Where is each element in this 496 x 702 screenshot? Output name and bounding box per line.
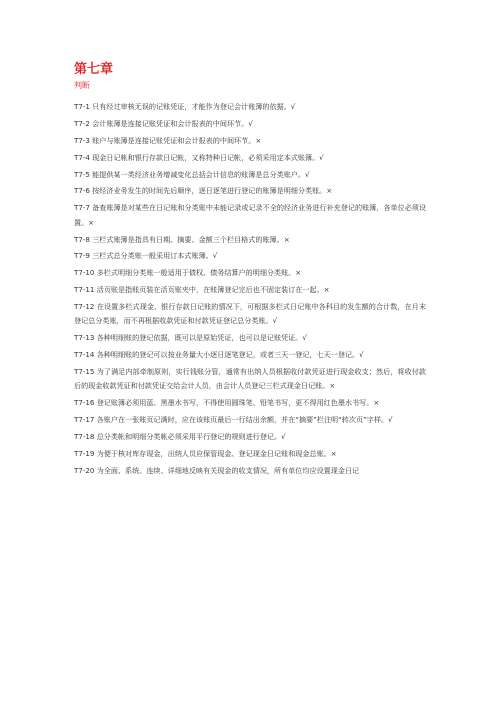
question-item: T7-19 为便于核对库存现金，出纳人员应保管现金、登记现金日记账和现金总账。× (74, 448, 337, 458)
question-item: T7-17 各账户在一张账页记满时，应在该账页最后一行结出余额，并在“摘要”栏注明“转次页”字样。√ (74, 415, 393, 425)
question-item: T7-11 活页账是指账页装在活页账夹中，在账簿登记完后也不固定装订在一起。× (74, 285, 330, 295)
question-item: T7-12 在设置多栏式现金、银行存款日记账的情况下，可根据多栏式日记账中各科目的发生额的合计数，在月末登记总分类账，而不再根据收款凭证和付款凭证登记总分类账。√ (74, 302, 426, 326)
question-item: T7-16 登记账簿必须用蓝、黑墨水书写，不得使用圆珠笔、铅笔书写，更不得用红色墨水书写。× (74, 398, 380, 408)
question-list (74, 100, 426, 478)
question-item: T7-8 三栏式账簿是指具有日期、摘要、金额三个栏目格式的账簿。× (74, 234, 290, 244)
question-item: T7-14 各种明细账的登记可以按业务量大小逐日逐笔登记，或者三天一登记，七天一登记。√ (74, 350, 364, 360)
question-item: T7-7 备查账簿是对某些在日记账和分类账中未能记录或记录不全的经济业务进行补充登记的账簿，各单位必须设置。× (74, 203, 426, 227)
question-item: T7-20 为全面、系统、连续、详细地反映有关现金的收支情况，所有单位均应设置现金日记 (74, 465, 360, 475)
question-item: T7-2 会计账簿是连接记账凭证和会计报表的中间环节。√ (74, 118, 253, 128)
section-label: 判断 (74, 81, 90, 90)
question-item: T7-5 能提供某一类经济业务增减变化总括会计信息的账簿是总分类账户。√ (74, 169, 310, 179)
question-item: T7-15 为了满足内部牵制原则，实行钱账分管，通常有出纳人员根据收付款凭证进行现金收支；然后，将收付款后的现金收款凭证和付款凭证交给会计人员，由会计人员登记三栏式现金日记账。× (74, 367, 426, 391)
question-item: T7-18 总分类帐和明细分类帐必须采用平行登记的规则进行登记。√ (74, 432, 286, 442)
question-item: T7-6 按经济业务发生的时间先后顺序，逐日逐笔进行登记的账簿是明细分类账。× (74, 186, 333, 196)
question-item: T7-9 三栏式总分类账一般采用订本式账簿。√ (74, 251, 218, 261)
question-item: T7-4 现金日记帐和银行存款日记帐，又称特种日记帐，必须采用定本式账簿。√ (74, 152, 324, 162)
question-item: T7-13 各种明细账的登记依据，既可以是原始凭证，也可以是记账凭证。√ (74, 333, 307, 343)
question-item: T7-1 只有经过审核无误的记账凭证，才能作为登记会计账簿的依据。√ (74, 102, 296, 111)
question-item: T7-3 账户与账簿是连接记账凭证和会计报表的中间环节。× (74, 135, 262, 145)
chapter-title: 第七章 (74, 62, 114, 77)
question-item: T7-10 多栏式明细分类账一般适用于债权、债务结算户的明细分类账。× (74, 268, 302, 278)
